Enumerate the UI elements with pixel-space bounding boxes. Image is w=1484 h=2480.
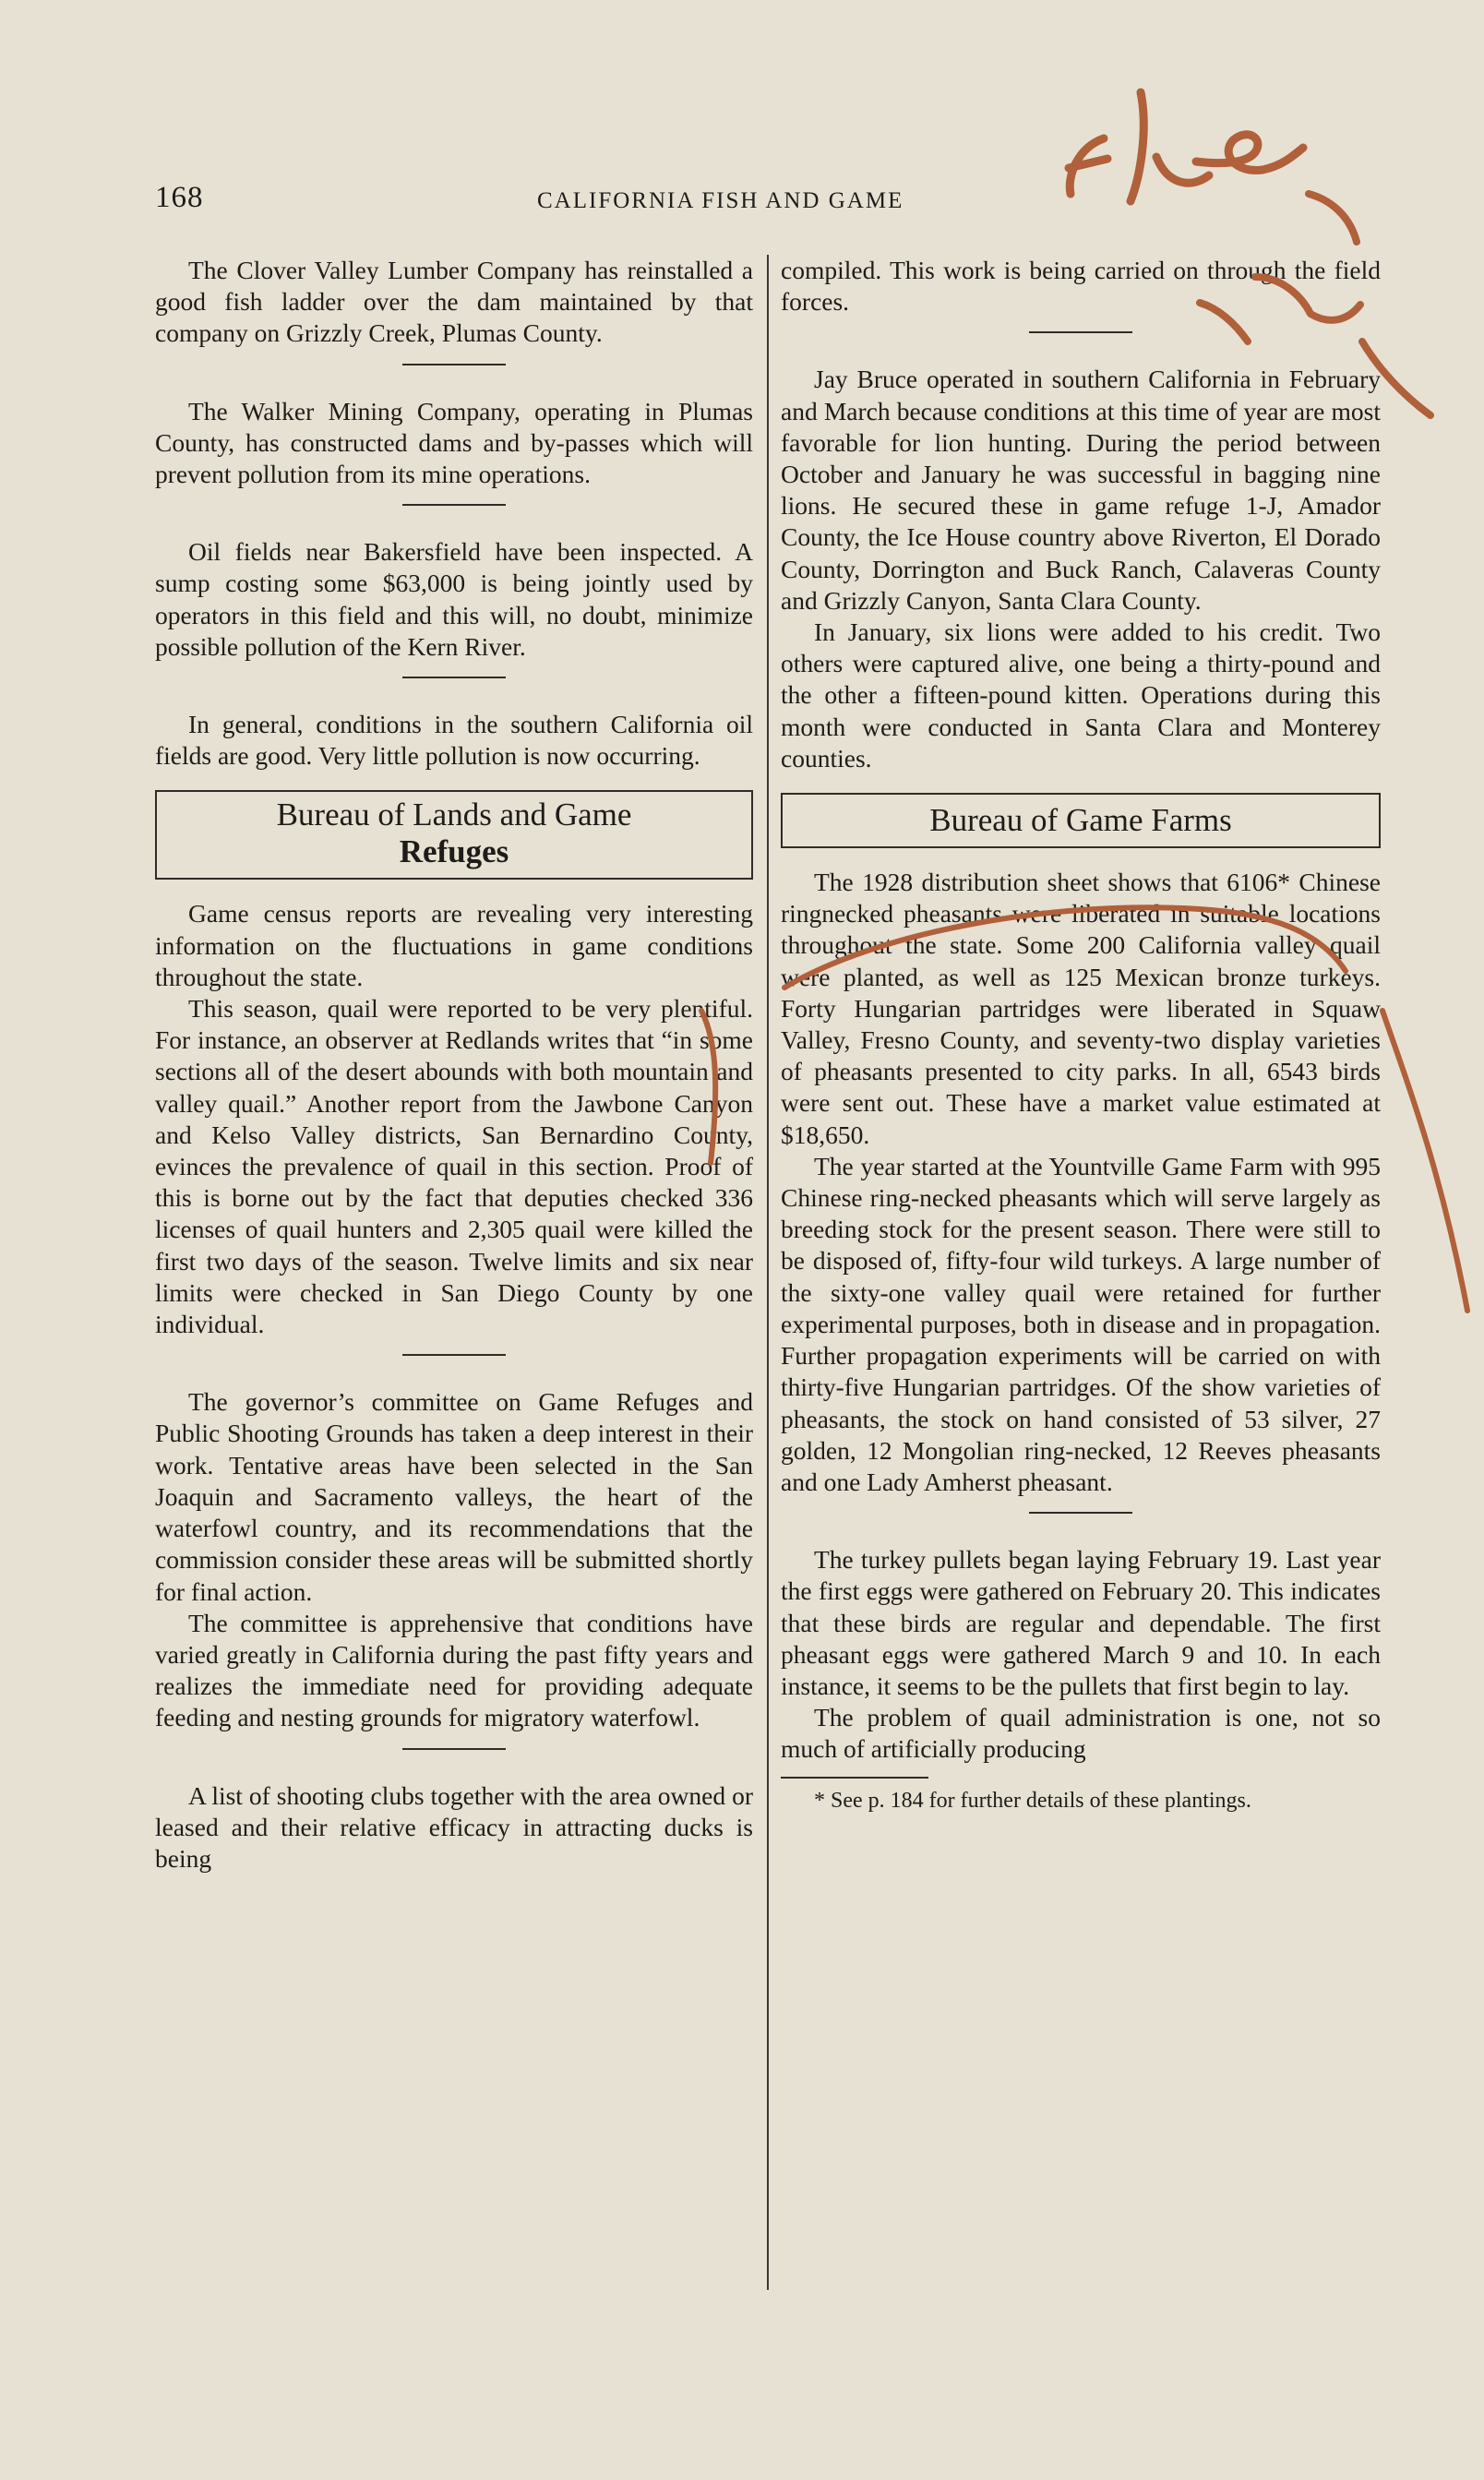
section-heading-line: Refuges <box>399 833 509 870</box>
paragraph: Jay Bruce operated in southern California in February and March because conditions at this time of year are most favorable for lion hunting. During the period between October and January he was successful in bagging nine lions. He secured these in game refuge 1-J, Amador County, the Ice House country above Riverton, El Dorado County, Dorrington and Buck Ranch, Calaveras County and Grizzly Canyon, Santa Clara County. <box>781 365 1381 615</box>
footnote-rule <box>781 1777 928 1779</box>
paragraph: In general, conditions in the southern California oil fields are good. Very little pollution is now occurring. <box>155 710 753 771</box>
paragraph: The Clover Valley Lumber Company has reinstalled a good fish ladder over the dam maintained by that company on Grizzly Creek, Plumas County. <box>155 256 753 348</box>
running-head: CALIFORNIA FISH AND GAME <box>537 188 904 213</box>
paragraph: The Walker Mining Company, operating in Plumas County, has constructed dams and by-passes which will prevent pollution from its mine operations. <box>155 396 753 489</box>
separator-rule <box>402 504 506 506</box>
paragraph: The committee is apprehensive that conditions have varied greatly in California during the past fifty years and realizes the immediate need for providing adequate feeding and nesting grounds for migratory waterfowl. <box>155 1608 753 1732</box>
section-heading-lands-refuges <box>155 790 753 880</box>
paragraph: This season, quail were reported to be very plentiful. For instance, an observer at Redlands writes that “in some sections all of the desert abounds with both mountain and valley quail.” Another report from the Jawbone Canyon and Kelso Valley districts, San Bernardino County, evinces the prevalence of quail in this section. Proof of this is borne out by the fact that deputies checked 336 licenses of quail hunters and 2,305 quail were killed the first two days of the season. Twelve limits and six near limits were checked in San Diego County by one individual. <box>155 994 753 1339</box>
column-divider <box>767 255 769 2290</box>
paragraph: The governor’s committee on Game Refuges and Public Shooting Grounds has taken a deep interest in their work. Tentative areas have been selected in the San Joaquin and Sacramento valleys, the heart of the waterfowl country, and its recommendations that the commission consider these areas will be submitted shortly for final action. <box>155 1387 753 1606</box>
separator-rule <box>1029 331 1132 333</box>
separator-rule <box>402 364 506 365</box>
paragraph: The 1928 distribution sheet shows that 6106* Chinese ringnecked pheasants were liberated in suitable locations throughout the state. Some 200 California valley quail were planted, as well as 125 Mexican bronze turkeys. Forty Hungarian partridges were liberated in Squaw Valley, Fresno County, and seventy-two display varieties of pheasants presented to city parks. In all, 6543 birds were sent out. These have a market value estimated at $18,650. <box>781 868 1381 1149</box>
separator-rule <box>402 677 506 678</box>
paragraph: compiled. This work is being carried on through the field forces. <box>781 256 1381 317</box>
paragraph: The turkey pullets began laying February 19. Last year the first eggs were gathered on February 20. This indicates that these birds are regular and dependable. The first pheasant eggs were gathered March 9 and 10. In each instance, it seems to be the pullets that first begin to lay. <box>781 1545 1381 1700</box>
paragraph: In January, six lions were added to his credit. Two others were captured alive, one being a thirty-pound and the other a fifteen-pound kitten. Operations during this month were conducted in Santa Clara and Monterey counties. <box>781 617 1381 773</box>
paragraph: A list of shooting clubs together with the area owned or leased and their relative efficacy in attracting ducks is being <box>155 1780 753 1873</box>
left-column <box>155 255 753 1875</box>
page-header <box>155 181 1382 227</box>
separator-rule <box>402 1748 506 1750</box>
page-number: 168 <box>155 181 204 214</box>
section-heading-line: Bureau of Game Farms <box>929 802 1232 839</box>
paragraph: The year started at the Yountville Game Farm with 995 Chinese ring-necked pheasants which will serve largely as breeding stock for the present season. There were still to be disposed of, fifty-four wild turkeys. A large number of the sixty-one valley quail were retained for further experimental purposes, both in disease and in propagation. Further propagation experiments will be carried on with thirty-five Hungarian partridges. Of the show varieties of pheasants, the stock on hand consisted of 53 silver, 27 golden, 12 Mongolian ring-necked, 12 Reeves pheasants and one Lady Amherst pheasant. <box>781 1151 1381 1496</box>
paragraph: Game census reports are revealing very interesting information on the fluctuations in game conditions throughout the state. <box>155 899 753 991</box>
right-column <box>781 255 1381 1815</box>
footnote: * See p. 184 for further details of these plantings. <box>814 1788 1251 1813</box>
section-heading-line: Bureau of Lands and Game <box>276 797 632 833</box>
separator-rule <box>1029 1512 1132 1514</box>
section-heading-game-farms <box>781 793 1381 848</box>
separator-rule <box>402 1354 506 1356</box>
paragraph: The problem of quail administration is one, not so much of artificially producing <box>781 1703 1381 1764</box>
paragraph: Oil fields near Bakersfield have been inspected. A sump costing some $63,000 is being jointly used by operators in this field and this will, no doubt, minimize possible pollution of the Kern River. <box>155 537 753 661</box>
